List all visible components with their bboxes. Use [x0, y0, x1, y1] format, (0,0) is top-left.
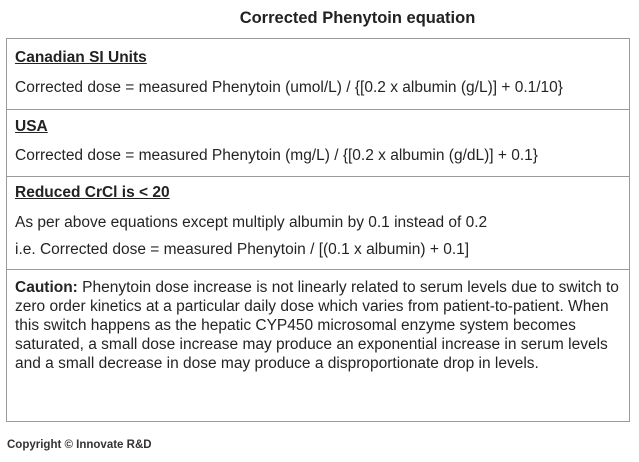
page-title: Corrected Phenytoin equation	[239, 9, 476, 27]
caution-paragraph	[15, 278, 625, 373]
reduced-crcl-note: As per above equations except multiply albumin by 0.1 instead of 0.2	[15, 214, 488, 231]
section-canadian-si	[7, 39, 629, 110]
caution-text: Phenytoin dose increase is not linearly related to serum levels due to switch to zero order kinetics at a particular daily dose which varies from patient-to-patient. When this switch happens as the hepatic CYP450 microsomal enzyme system becomes saturated, a small dose increase may produce an exponential increase in serum levels and a small decrease in dose may produce a disproportionate drop in levels.	[15, 279, 619, 372]
section-heading-usa: USA	[15, 118, 48, 135]
equation-reduced-crcl: i.e. Corrected dose = measured Phenytoin / [(0.1 x albumin) + 0.1]	[15, 241, 470, 258]
equation-usa: Corrected dose = measured Phenytoin (mg/L) / {[0.2 x albumin (g/dL)] + 0.1}	[15, 147, 538, 164]
caution-label: Caution:	[15, 279, 78, 296]
section-heading-reduced-crcl: Reduced CrCl is < 20	[15, 184, 170, 201]
section-reduced-crcl	[7, 177, 629, 270]
section-heading-canadian-si: Canadian SI Units	[15, 49, 147, 66]
equation-canadian-si: Corrected dose = measured Phenytoin (umol/L) / {[0.2 x albumin (g/L)] + 0.1/10}	[15, 79, 563, 96]
section-caution	[7, 270, 629, 420]
copyright-notice: Copyright © Innovate R&D	[7, 439, 152, 451]
equation-table	[6, 38, 630, 422]
section-usa	[7, 110, 629, 177]
